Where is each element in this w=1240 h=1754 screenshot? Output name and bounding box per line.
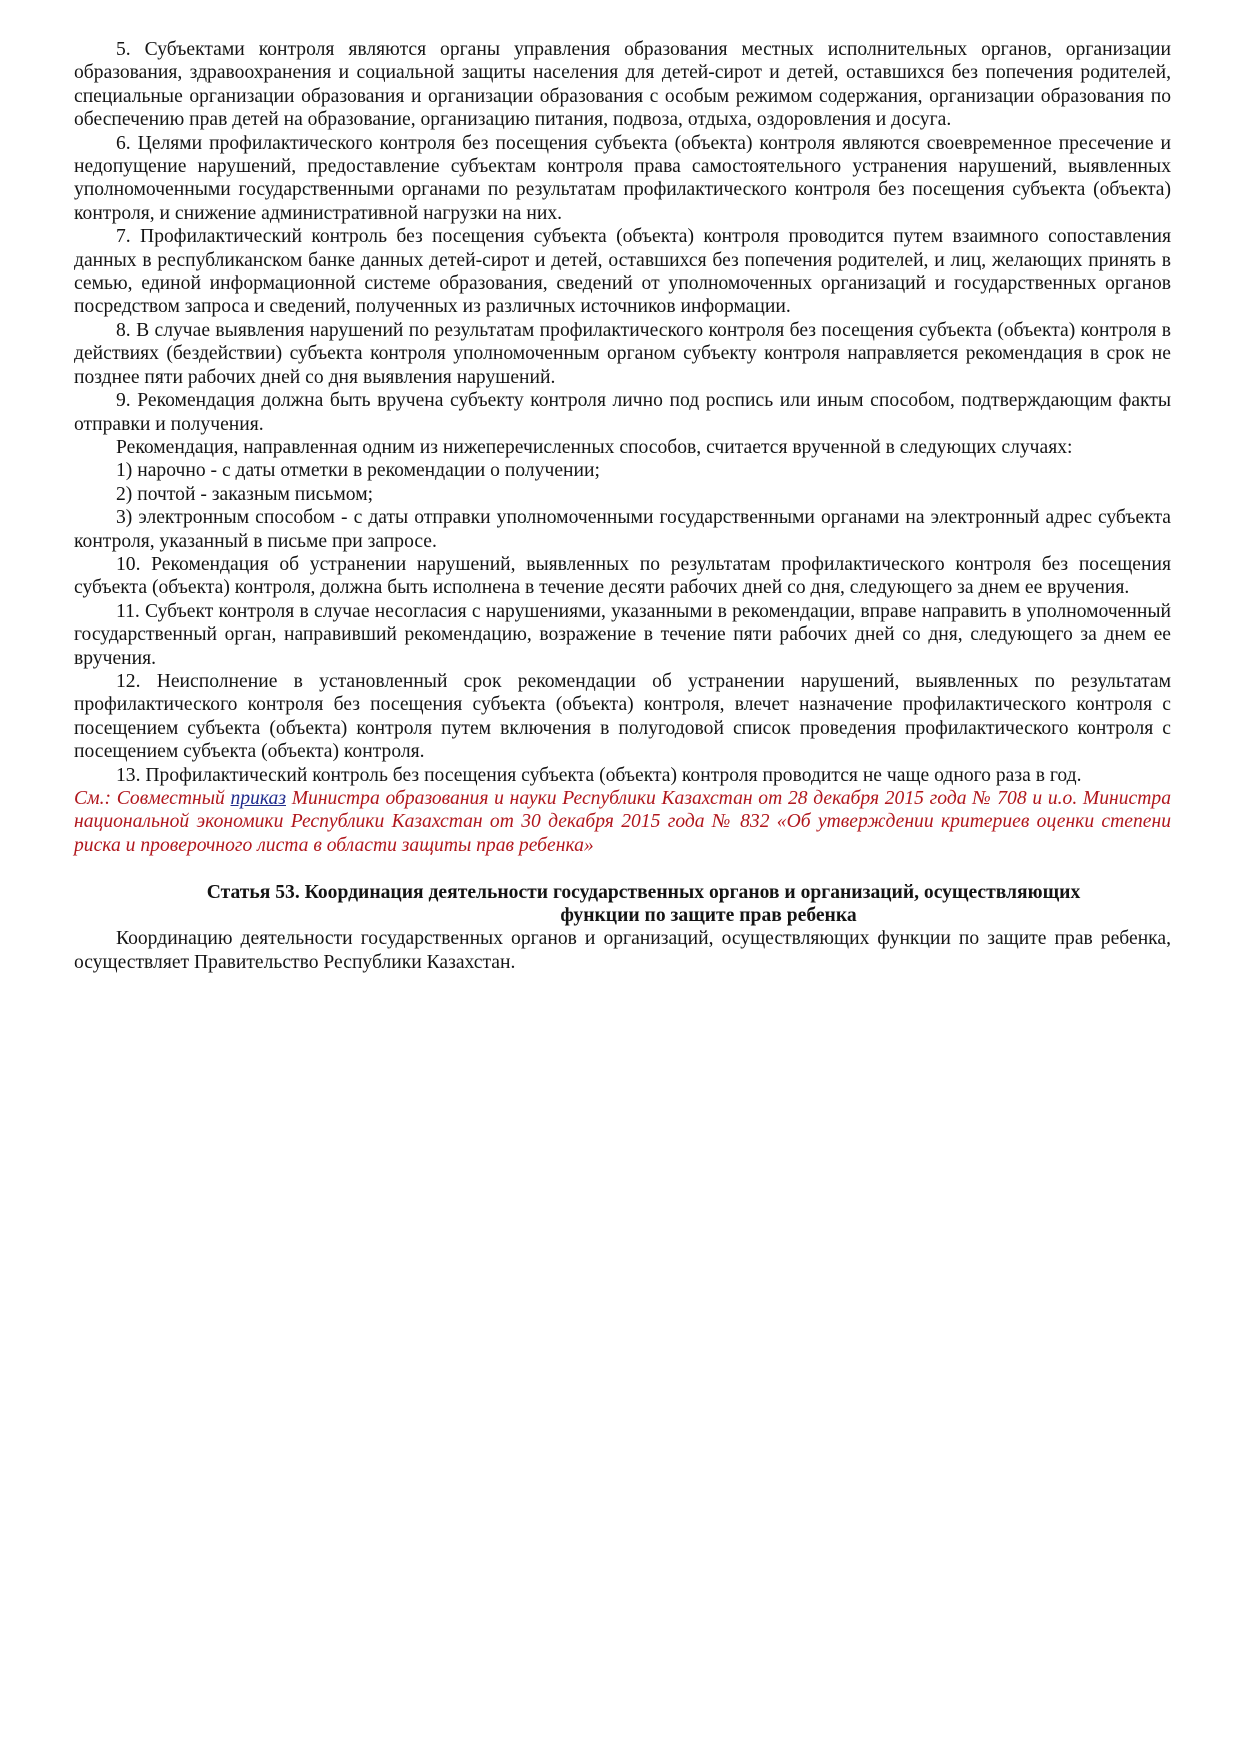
paragraph-9: 9. Рекомендация должна быть вручена субъекту контроля лично под роспись или иным способом, подтверждающим факты отправки и получения. (74, 390, 1171, 435)
reference-note-prefix: См.: Совместный (74, 788, 231, 809)
reference-note-suffix: Министра образования и науки Республики Казахстан от 28 декабря 2015 года № 708 и и.о. Министра национальной экономики Республики Казахстан от 30 декабря 2015 года № 832 «Об утверждении критериев оценки степени риска и проверочного листа в области защиты прав ребенка» (74, 788, 1171, 856)
order-link[interactable]: приказ (230, 788, 286, 809)
paragraph-8: 8. В случае выявления нарушений по результатам профилактического контроля без посещения субъекта (объекта) контроля в действиях (бездействии) субъекта контроля уполномоченным органом субъекту контроля направляется рекомендация в срок не позднее пяти рабочих дней со дня выявления нарушений. (74, 319, 1171, 388)
paragraph-7: 7. Профилактический контроль без посещения субъекта (объекта) контроля проводится путем взаимного сопоставления данных в республиканском банке данных детей-сирот и детей, оставшихся без попечения родителей, и лиц, желающих принять в семью, единой информационной системе образования, сведений от уполномоченных организаций и государственных органов посредством запроса и сведений, полученных из различных источников информации. (74, 226, 1171, 318)
paragraph-5: 5. Субъектами контроля являются органы управления образования местных исполнительных органов, организации образования, здравоохранения и социальной защиты населения для детей-сирот и детей, оставшихся без попечения родителей, специальные организации образования и организации образования с особым режимом содержания, организации образования по обеспечению прав детей на образование, организацию питания, подвоза, отдыха, оздоровления и досуга. (74, 39, 1171, 131)
paragraph-10: 10. Рекомендация об устранении нарушений, выявленных по результатам профилактического контроля без посещения субъекта (объекта) контроля, должна быть исполнена в течение десяти рабочих дней со дня, следующего за днем ее вручения. (74, 553, 1171, 599)
article-53-body: Координацию деятельности государственных органов и организаций, осуществляющих функции по защите прав ребенка, осуществляет Правительство Республики Казахстан. (74, 928, 1171, 973)
list-item-delivery-by-mail: 2) почтой - заказным письмом; (116, 483, 374, 505)
paragraph-11: 11. Субъект контроля в случае несогласия с нарушениями, указанными в рекомендации, вправе направить в уполномоченный государственный орган, направивший рекомендацию, возражение в течение пяти рабочих дней со дня, следующего за днем ее вручения. (74, 600, 1171, 669)
paragraph-9-delivery-intro: Рекомендация, направленная одним из нижеперечисленных способов, считается врученной в следующих случаях: (116, 436, 1073, 458)
list-item-delivery-by-hand: 1) нарочно - с даты отметки в рекомендации о получении; (116, 460, 600, 482)
paragraph-12: 12. Неисполнение в установленный срок рекомендации об устранении нарушений, выявленных по результатам профилактического контроля без посещения субъекта (объекта) контроля, влечет назначение профилактического контроля с посещением субъекта (объекта) контроля путем включения в полугодовой список проведения профилактического контроля с посещением субъекта (объекта) контроля. (74, 670, 1171, 763)
reference-note (74, 787, 1171, 857)
article-53-title (74, 881, 1171, 928)
list-item-delivery-electronic: 3) электронным способом - с даты отправки уполномоченными государственными органами на электронный адрес субъекта контроля, указанный в письме при запросе. (74, 507, 1171, 552)
section-spacer (74, 857, 1171, 880)
article-title-line1: Статья 53. Координация деятельности государственных органов и организаций, осуществляющих (206, 881, 1081, 903)
paragraph-6: 6. Целями профилактического контроля без посещения субъекта (объекта) контроля являются своевременное пресечение и недопущение нарушений, предоставление субъектам контроля права самостоятельного устранения нарушений, выявленных уполномоченными государственными органами по результатам профилактического контроля без посещения субъекта (объекта) контроля, и снижение административной нагрузки на них. (74, 132, 1171, 224)
document-page (74, 38, 1171, 974)
paragraph-13: 13. Профилактический контроль без посещения субъекта (объекта) контроля проводится не чаще одного раза в год. (116, 764, 1082, 786)
article-title-line2: функции по защите прав ребенка (560, 905, 857, 927)
